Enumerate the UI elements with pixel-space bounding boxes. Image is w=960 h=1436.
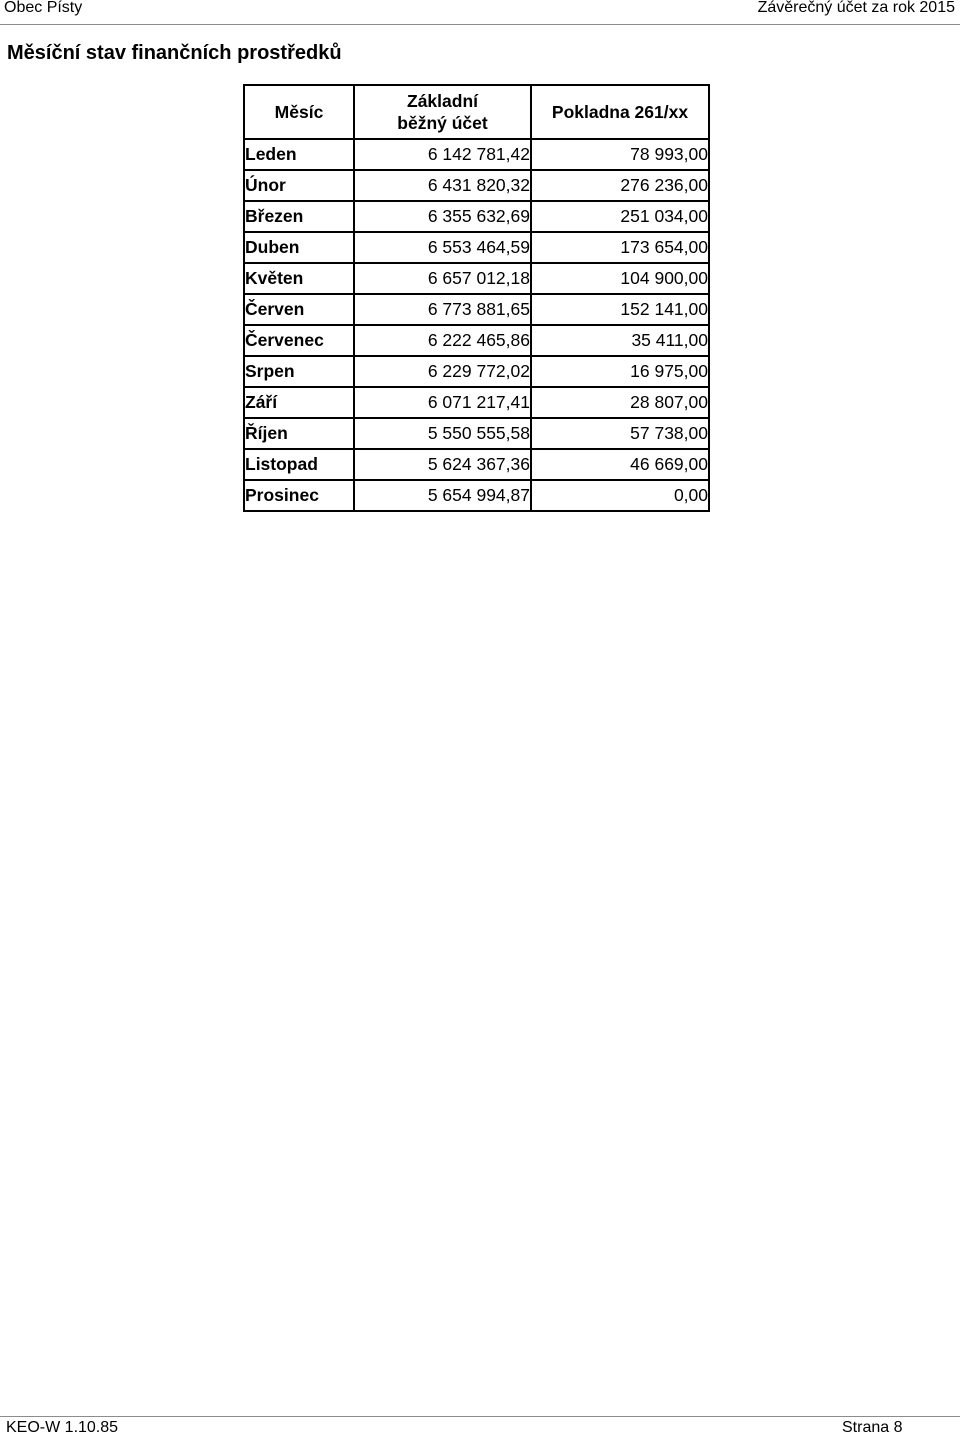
table-row <box>244 294 709 325</box>
cell-cash: 78 993,00 <box>531 139 709 170</box>
cell-main-account: 6 553 464,59 <box>354 232 531 263</box>
cell-month: Prosinec <box>244 480 354 511</box>
table-row <box>244 232 709 263</box>
cell-main-account: 6 773 881,65 <box>354 294 531 325</box>
cell-main-account: 6 142 781,42 <box>354 139 531 170</box>
cell-cash: 0,00 <box>531 480 709 511</box>
column-header-main-account-line2: běžný účet <box>397 113 488 133</box>
software-version: KEO-W 1.10.85 <box>6 1419 119 1436</box>
cell-cash: 16 975,00 <box>531 356 709 387</box>
cell-month: Srpen <box>244 356 354 387</box>
cell-main-account: 6 222 465,86 <box>354 325 531 356</box>
column-header-main-account <box>354 85 531 139</box>
cell-cash: 46 669,00 <box>531 449 709 480</box>
cell-month: Březen <box>244 201 354 232</box>
cell-cash: 28 807,00 <box>531 387 709 418</box>
cell-month: Únor <box>244 170 354 201</box>
table-row <box>244 387 709 418</box>
cell-month: Červenec <box>244 325 354 356</box>
table-row <box>244 201 709 232</box>
table-row <box>244 418 709 449</box>
column-header-cash: Pokladna 261/xx <box>531 85 709 139</box>
table-body <box>244 139 709 511</box>
cell-main-account: 6 229 772,02 <box>354 356 531 387</box>
cell-month: Duben <box>244 232 354 263</box>
cell-main-account: 5 624 367,36 <box>354 449 531 480</box>
cell-cash: 152 141,00 <box>531 294 709 325</box>
cell-month: Leden <box>244 139 354 170</box>
cell-main-account: 5 654 994,87 <box>354 480 531 511</box>
cell-cash: 104 900,00 <box>531 263 709 294</box>
table-row <box>244 480 709 511</box>
cell-cash: 35 411,00 <box>531 325 709 356</box>
cell-main-account: 6 431 820,32 <box>354 170 531 201</box>
cell-main-account: 6 355 632,69 <box>354 201 531 232</box>
cell-month: Červen <box>244 294 354 325</box>
table-header-row <box>244 85 709 139</box>
page-footer <box>0 1416 960 1436</box>
cell-main-account: 5 550 555,58 <box>354 418 531 449</box>
table-row <box>244 263 709 294</box>
table-row <box>244 356 709 387</box>
column-header-main-account-line1: Základní <box>407 91 478 111</box>
cell-cash: 57 738,00 <box>531 418 709 449</box>
page-title: Měsíční stav finančních prostředků <box>7 42 342 64</box>
table-row <box>244 139 709 170</box>
cell-cash: 173 654,00 <box>531 232 709 263</box>
monthly-balance-table <box>243 84 710 512</box>
cell-cash: 251 034,00 <box>531 201 709 232</box>
table-row <box>244 170 709 201</box>
cell-month: Září <box>244 387 354 418</box>
cell-month: Říjen <box>244 418 354 449</box>
column-header-month: Měsíc <box>244 85 354 139</box>
page-header <box>0 0 960 25</box>
cell-cash: 276 236,00 <box>531 170 709 201</box>
document-title: Závěrečný účet za rok 2015 <box>757 0 955 16</box>
municipality-name: Obec Písty <box>4 0 83 16</box>
cell-main-account: 6 657 012,18 <box>354 263 531 294</box>
page-number: Strana 8 <box>842 1419 903 1436</box>
cell-month: Květen <box>244 263 354 294</box>
cell-month: Listopad <box>244 449 354 480</box>
table-row <box>244 449 709 480</box>
cell-main-account: 6 071 217,41 <box>354 387 531 418</box>
table-row <box>244 325 709 356</box>
